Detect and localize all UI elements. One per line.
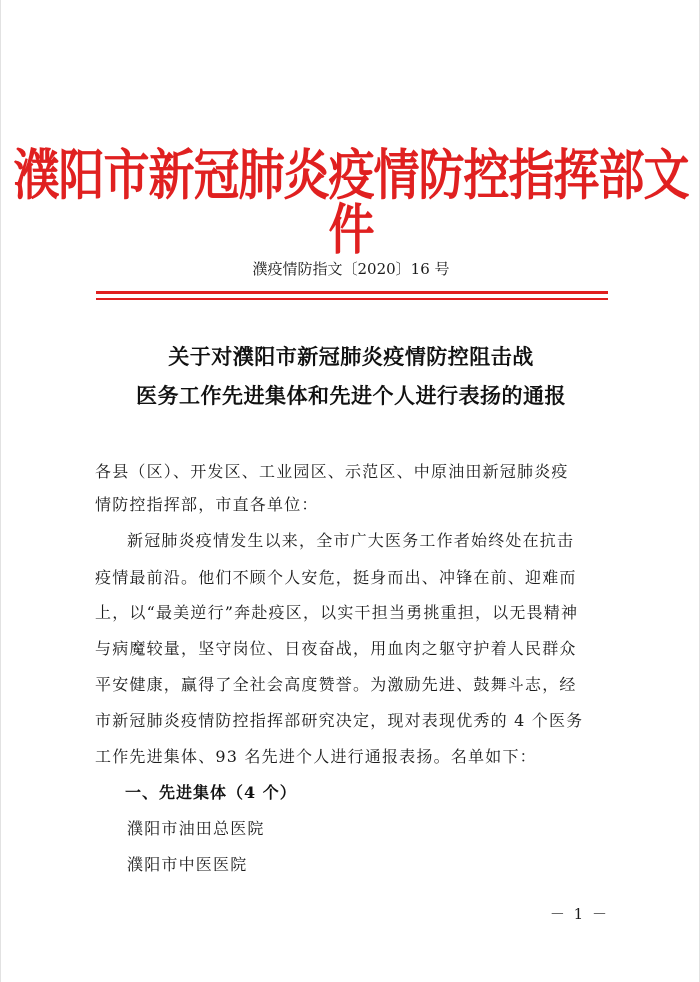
- body-line: 市新冠肺炎疫情防控指挥部研究决定，现对表现优秀的 4 个医务: [95, 711, 584, 730]
- body-line: 上，以“最美逆行”奔赴疫区，以实干担当勇挑重担，以无畏精神: [95, 603, 579, 622]
- red-divider-thick: [96, 291, 608, 294]
- issuing-authority-header: 濮阳市新冠肺炎疫情防控指挥部文件: [13, 143, 689, 262]
- body-line: 与病魔较量，坚守岗位、日夜奋战，用血肉之躯守护着人民群众: [95, 639, 577, 658]
- list-item: 濮阳市油田总医院: [127, 819, 265, 838]
- red-divider-thin: [96, 298, 608, 300]
- body-line: 平安健康，赢得了全社会高度赞誉。为激励先进、鼓舞斗志，经: [95, 675, 577, 694]
- body-line: 工作先进集体、93 名先进个人进行通报表扬。名单如下：: [95, 747, 537, 766]
- notice-title-line-1: 关于对濮阳市新冠肺炎疫情防控阻击战: [168, 344, 534, 369]
- body-line: 新冠肺炎疫情发生以来，全市广大医务工作者始终处在抗击: [127, 531, 575, 550]
- body-line: 疫情最前沿。他们不顾个人安危，挺身而出、冲锋在前、迎难而: [95, 568, 577, 587]
- body-line: 情防控指挥部，市直各单位：: [95, 495, 319, 514]
- page-number: － 1 －: [549, 905, 609, 923]
- document-number: 濮疫情防指文〔2020〕16 号: [252, 260, 450, 278]
- body-line: 各县（区）、开发区、工业园区、示范区、中原油田新冠肺炎疫: [95, 462, 569, 481]
- notice-title-line-2: 医务工作先进集体和先进个人进行表扬的通报: [136, 383, 566, 408]
- list-item: 濮阳市中医医院: [127, 855, 248, 874]
- section-heading-advanced-collectives: 一、先进集体（4 个）: [125, 783, 297, 802]
